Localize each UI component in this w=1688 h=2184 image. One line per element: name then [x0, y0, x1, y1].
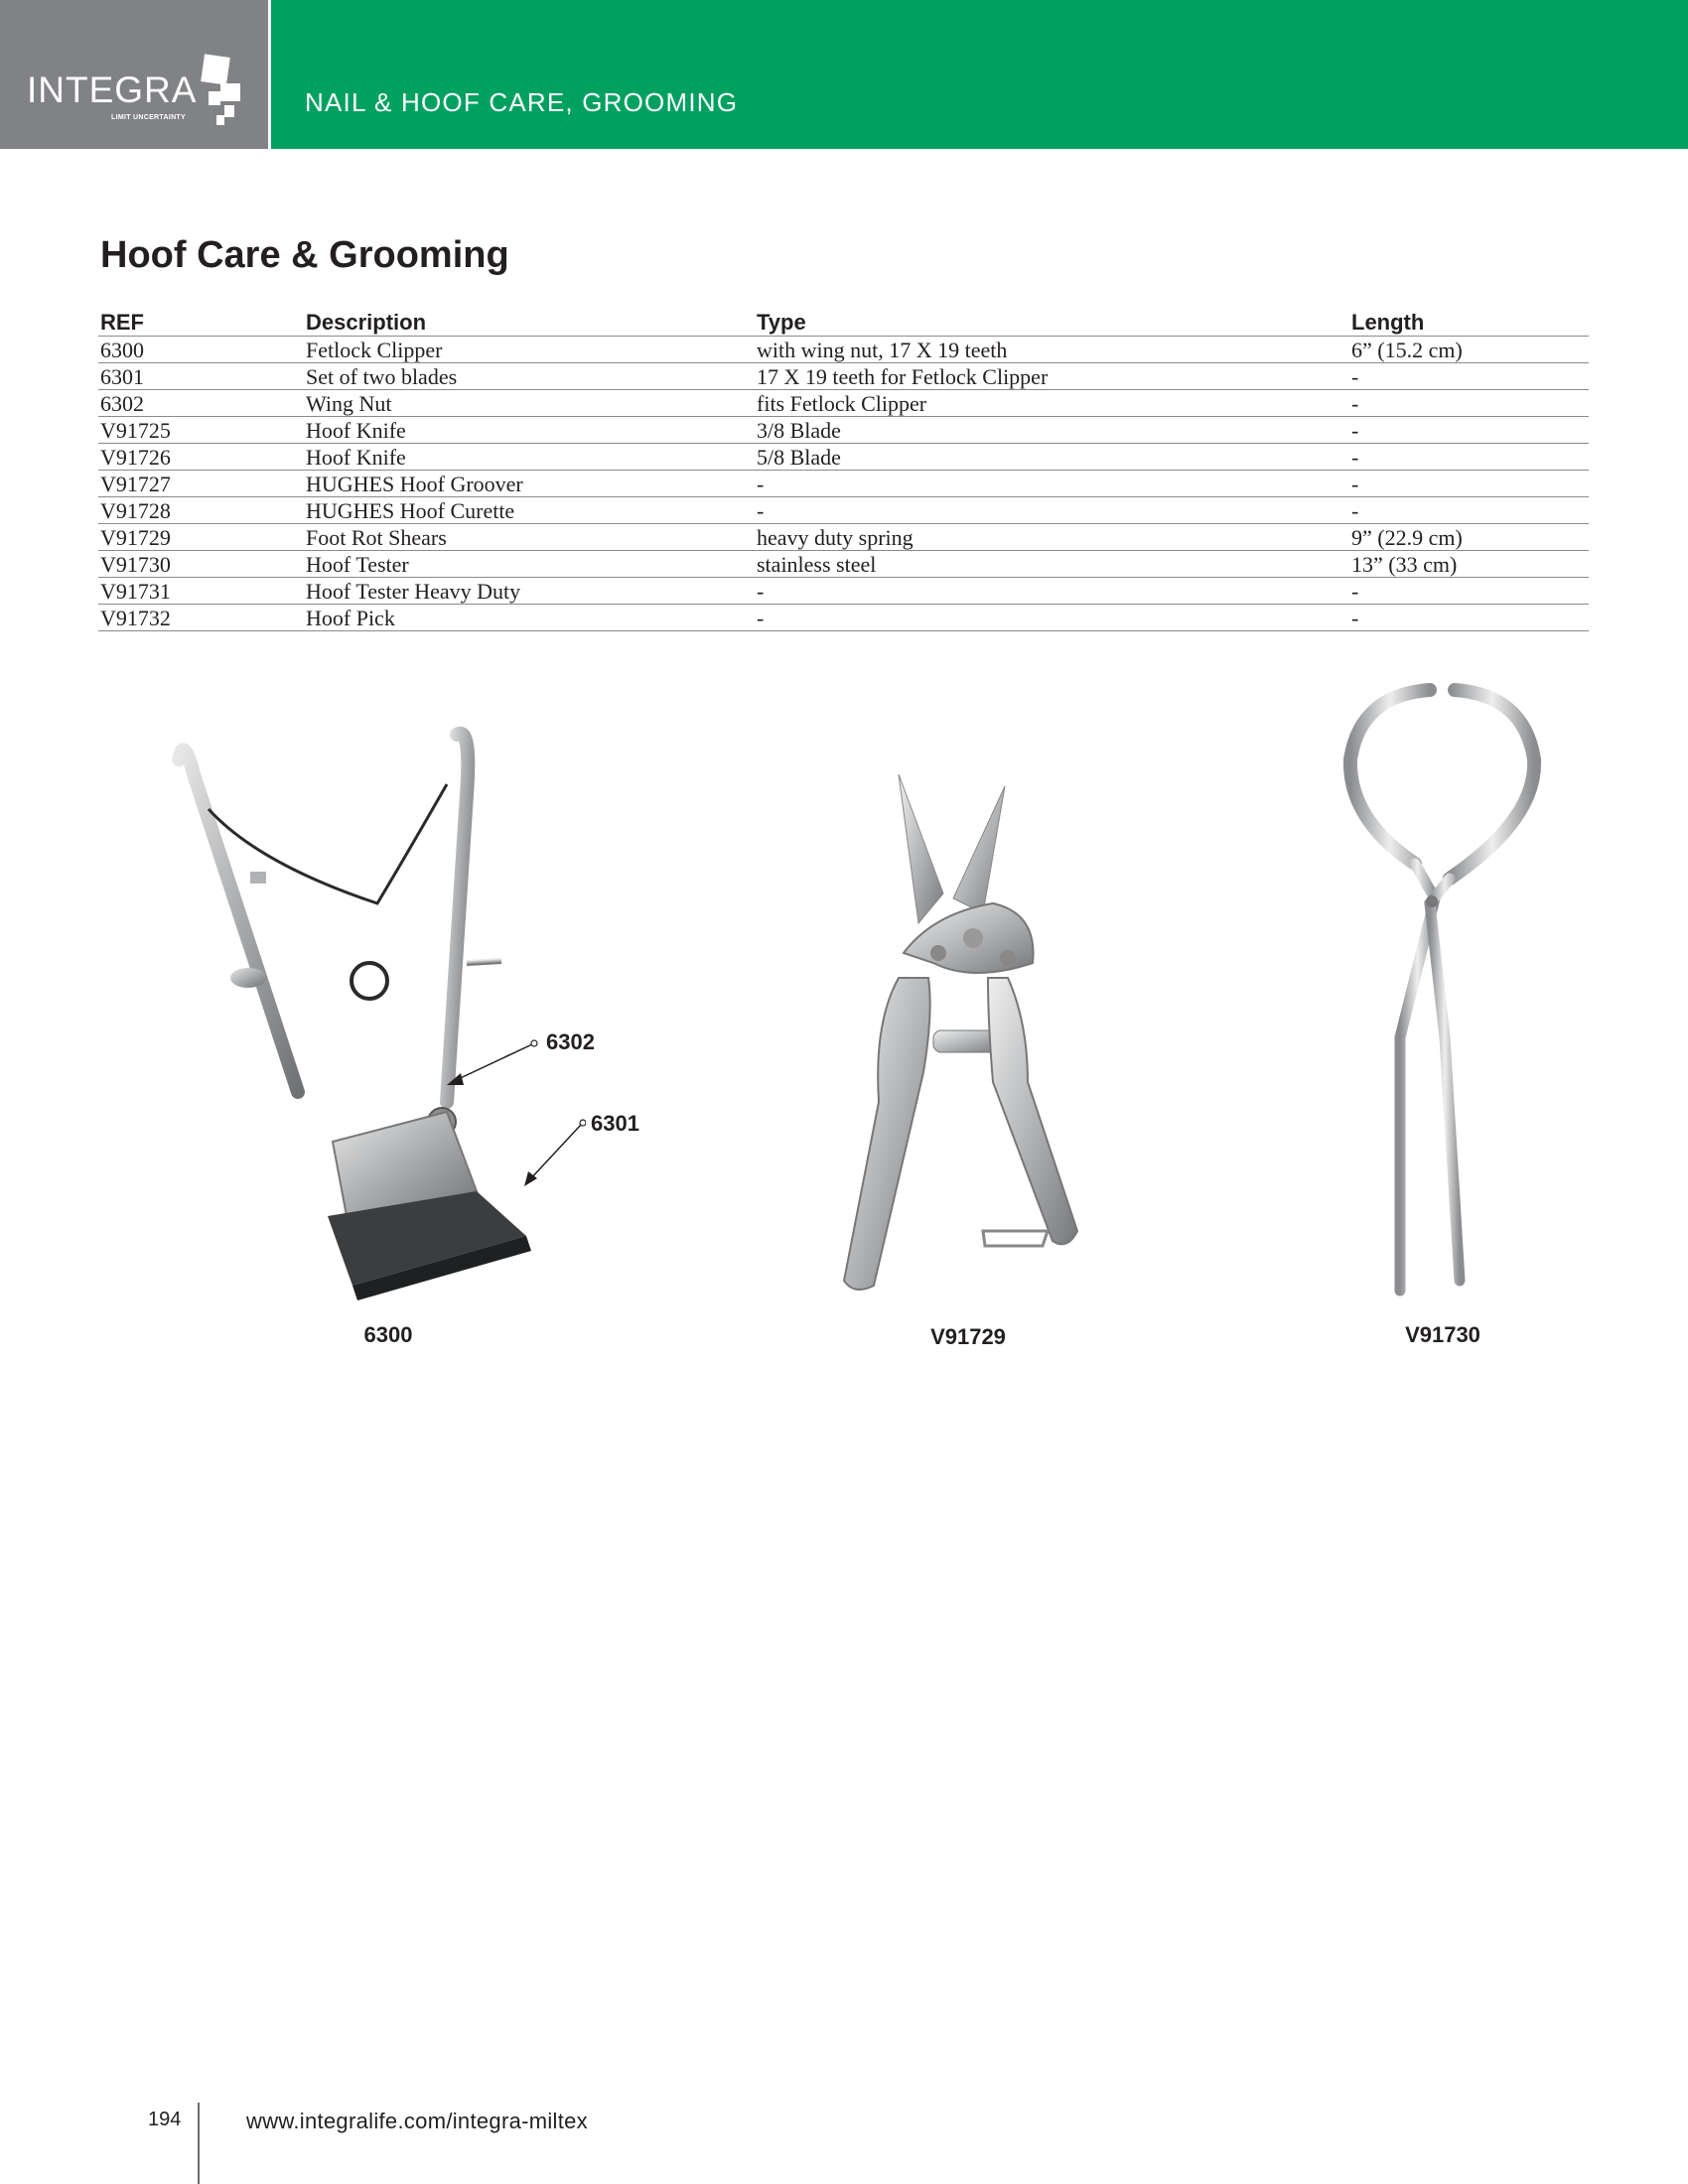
caption-clipper: 6300	[363, 1322, 413, 1347]
cell-description: HUGHES Hoof Groover	[304, 471, 755, 497]
table-row	[98, 363, 1589, 390]
header-description: Description	[304, 306, 755, 337]
header-ref: REF	[98, 306, 304, 337]
cell-type: 3/8 Blade	[755, 417, 1349, 444]
cell-ref: V91732	[98, 605, 304, 631]
cell-ref: 6301	[98, 363, 304, 390]
caption-shears: V91729	[930, 1324, 1006, 1349]
table-header-row	[98, 306, 1589, 337]
table-row	[98, 471, 1589, 497]
cell-description: Hoof Tester Heavy Duty	[304, 578, 755, 605]
cell-length: -	[1349, 471, 1589, 497]
header-logo-panel	[0, 0, 268, 149]
brand-name: INTEGRA	[27, 69, 198, 110]
table-row	[98, 337, 1589, 363]
cell-length: -	[1349, 497, 1589, 524]
cell-type: with wing nut, 17 X 19 teeth	[755, 337, 1349, 363]
cell-ref: V91731	[98, 578, 304, 605]
cell-description: Foot Rot Shears	[304, 524, 755, 551]
cell-length: -	[1349, 444, 1589, 471]
cell-length: -	[1349, 605, 1589, 631]
footer-url-link[interactable]: www.integralife.com/integra-miltex	[246, 2109, 588, 2133]
callout-arrows	[437, 1032, 586, 1201]
table-row	[98, 578, 1589, 605]
fetlock-clipper-image	[149, 715, 566, 1310]
header-bar	[271, 0, 1688, 149]
cell-length: -	[1349, 578, 1589, 605]
product-table	[98, 306, 1589, 631]
callout-blades-label: 6301	[591, 1111, 639, 1136]
cell-type: -	[755, 471, 1349, 497]
cell-length: 9” (22.9 cm)	[1349, 524, 1589, 551]
cell-ref: 6302	[98, 390, 304, 417]
cell-ref: 6300	[98, 337, 304, 363]
table-row	[98, 524, 1589, 551]
table-row	[98, 497, 1589, 524]
foot-rot-shears-image	[814, 764, 1112, 1300]
cell-length: -	[1349, 363, 1589, 390]
cell-type: -	[755, 605, 1349, 631]
cell-type: -	[755, 578, 1349, 605]
footer-divider	[198, 2103, 200, 2184]
cell-type: fits Fetlock Clipper	[755, 390, 1349, 417]
cell-length: 6” (15.2 cm)	[1349, 337, 1589, 363]
section-title: NAIL & HOOF CARE, GROOMING	[305, 87, 739, 117]
cell-description: Hoof Knife	[304, 417, 755, 444]
cell-type: 17 X 19 teeth for Fetlock Clipper	[755, 363, 1349, 390]
integra-logo-icon	[195, 54, 244, 133]
cell-ref: V91729	[98, 524, 304, 551]
cell-description: Hoof Pick	[304, 605, 755, 631]
cell-description: Fetlock Clipper	[304, 337, 755, 363]
cell-type: stainless steel	[755, 551, 1349, 578]
table-row	[98, 444, 1589, 471]
cell-length: 13” (33 cm)	[1349, 551, 1589, 578]
cell-description: Hoof Tester	[304, 551, 755, 578]
cell-type: 5/8 Blade	[755, 444, 1349, 471]
header-length: Length	[1349, 306, 1589, 337]
cell-type: heavy duty spring	[755, 524, 1349, 551]
table-row	[98, 551, 1589, 578]
cell-length: -	[1349, 417, 1589, 444]
cell-description: Wing Nut	[304, 390, 755, 417]
cell-ref: V91725	[98, 417, 304, 444]
cell-description: Hoof Knife	[304, 444, 755, 471]
hoof-tester-image	[1321, 680, 1569, 1305]
cell-ref: V91728	[98, 497, 304, 524]
cell-description: Set of two blades	[304, 363, 755, 390]
cell-ref: V91730	[98, 551, 304, 578]
cell-ref: V91726	[98, 444, 304, 471]
page-title: Hoof Care & Grooming	[100, 234, 509, 276]
header-type: Type	[755, 306, 1349, 337]
cell-type: -	[755, 497, 1349, 524]
callout-wingnut-label: 6302	[546, 1029, 595, 1054]
page-number: 194	[148, 2109, 182, 2130]
brand-tagline: LIMIT UNCERTAINTY	[111, 114, 186, 121]
cell-description: HUGHES Hoof Curette	[304, 497, 755, 524]
caption-tester: V91730	[1405, 1322, 1480, 1347]
cell-ref: V91727	[98, 471, 304, 497]
table-row	[98, 605, 1589, 631]
cell-length: -	[1349, 390, 1589, 417]
table-row	[98, 417, 1589, 444]
table-row	[98, 390, 1589, 417]
